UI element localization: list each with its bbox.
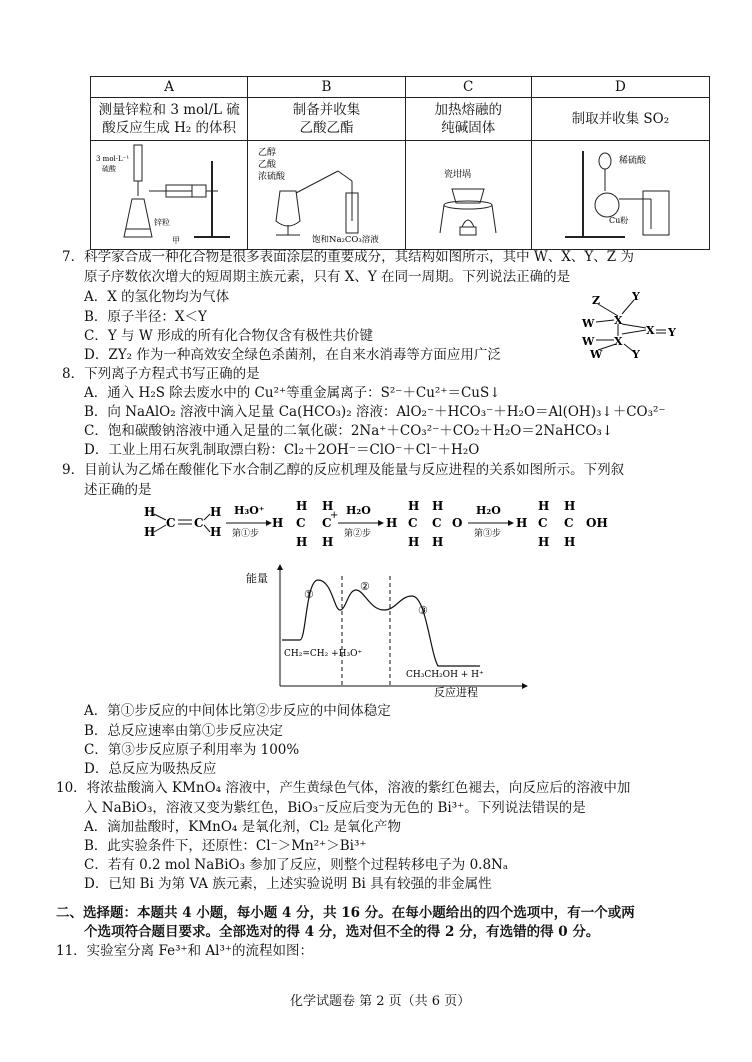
q8-option-d: D．工业上用石灰乳制取漂白粉：Cl₂＋2OH⁻＝ClO⁻＋Cl⁻＋H₂O	[84, 442, 480, 458]
mech-h-8: H	[322, 499, 334, 513]
page-footer: 化学试题卷 第 2 页（共 6 页）	[290, 994, 471, 1009]
q9-option-d: D．总反应为吸热反应	[84, 761, 217, 777]
mech-c-2: C	[194, 516, 204, 530]
step2-reagent: H₂O	[346, 504, 371, 517]
label-acetic: 乙酸	[257, 160, 276, 170]
atom-w-2: W	[582, 335, 595, 348]
q7-option-c: C．Y 与 W 形成的所有化合物仅含有极性共价键	[84, 328, 373, 344]
mech-h-2: H	[144, 525, 156, 539]
mech-h-7: H	[296, 535, 308, 549]
label-h2so4: 浓硫酸	[257, 172, 285, 182]
q10-option-c: C．若有 0.2 mol NaBiO₃ 参加了反应，则整个过程转移电子为 0.8Nₐ	[84, 857, 509, 873]
q9-option-b: B．总反应速率由第①步反应决定	[84, 723, 283, 739]
step3-reagent: H₂O	[476, 504, 501, 517]
col-header-d: D	[531, 77, 709, 98]
q7-structure	[578, 290, 688, 360]
q7-option-a: A．X 的氢化物均为气体	[84, 289, 230, 305]
q8-option-b: B．向 NaAlO₂ 溶液中滴入足量 Ca(HCO₃)₂ 溶液：AlO₂⁻＋HCO₃⁻＋H₂O＝Al(OH)₃↓＋CO₃²⁻	[84, 404, 666, 420]
label-dilute-acid: 稀硫酸	[619, 156, 647, 166]
energy-end-label: CH₃CH₂OH + H⁺	[406, 670, 484, 680]
apparatus-a-drawing	[94, 141, 244, 244]
mech-c-3: C	[296, 516, 306, 530]
mech-h-6: H	[296, 499, 308, 513]
mech-h-4: H	[210, 525, 222, 539]
mech-h-16: H	[538, 499, 550, 513]
q8-option-a: A．通入 H₂S 除去废水中的 Cu²⁺等重金属离子：S²⁻＋Cu²⁺＝CuS↓	[84, 385, 501, 401]
energy-start-label: CH₂=CH₂ +H₃O⁺	[284, 649, 363, 659]
q8-option-c: C．饱和碳酸钠溶液中通入足量的二氧化碳：2Na⁺＋CO₃²⁻＋CO₂＋H₂O＝2NaHCO₃↓	[84, 423, 614, 439]
peak-1: ①	[304, 588, 314, 601]
mech-c-8: C	[564, 516, 574, 530]
mech-h-5: H	[272, 516, 284, 530]
q7-stem-line1: 7．科学家合成一种化合物是很多表面涂层的重要成分，其结构如图所示，其中 W、X、Y、Z 为	[62, 249, 634, 265]
q9-stem-line1: 9．目前认为乙烯在酸催化下水合制乙醇的反应机理及能量与反应进程的关系如图所示。下列叙	[62, 462, 625, 478]
col-header-b: B	[248, 77, 405, 98]
label-ethanol: 乙醇	[257, 148, 276, 158]
q8-stem: 8．下列离子方程式书写正确的是	[62, 366, 260, 382]
apparatus-c	[405, 141, 531, 250]
col-header-c: C	[405, 77, 531, 98]
atom-w-3: W	[590, 348, 603, 360]
q9-option-c: C．第③步反应原子利用率为 100%	[84, 742, 300, 758]
label-crucible: 瓷坩埚	[444, 170, 472, 180]
atom-z: Z	[592, 294, 601, 307]
atom-w-1: W	[582, 317, 595, 330]
mech-h-11: H	[408, 499, 420, 513]
carbocation-plus: +	[330, 510, 339, 521]
energy-xlabel: 反应进程	[434, 686, 478, 699]
atom-x-2: X	[614, 335, 623, 348]
atom-y-right: Y	[668, 326, 676, 339]
q10-stem-line1: 10．将浓盐酸滴入 KMnO₄ 溶液中，产生黄绿色气体，溶液的紫红色褪去，向反应后的溶液中加	[56, 780, 631, 796]
mech-h-3: H	[210, 505, 222, 519]
mech-h-13: H	[432, 499, 444, 513]
col-header-a: A	[91, 77, 248, 98]
desc-b: 制备并收集 乙酸乙酯	[248, 98, 405, 141]
label-jia: 甲	[172, 236, 181, 244]
label-acid-conc: 3 mol·L⁻¹	[96, 155, 130, 163]
section2-heading-line2: 个选项符合题目要求。全部选对的得 4 分，选对但不全的得 2 分，有选错的得 0 分。	[84, 924, 600, 940]
step1-reagent: H₃O⁺	[234, 504, 265, 517]
atom-y-bottom: Y	[632, 348, 640, 360]
apparatus-d-drawing	[535, 141, 705, 244]
q7-option-d: D．ZY₂ 作为一种高效安全绿色杀菌剂，在自来水消毒等方面应用广泛	[84, 347, 501, 363]
apparatus-a	[91, 141, 248, 250]
mech-h-15: H	[516, 516, 528, 530]
mech-h-19: H	[564, 535, 576, 549]
q9-option-a: A．第①步反应的中间体比第②步反应的中间体稳定	[84, 703, 391, 719]
q9-mechanism	[140, 498, 620, 554]
atom-x-center: X	[646, 324, 655, 337]
atom-x-1: X	[614, 314, 623, 327]
q9-stem-line2: 述正确的是	[84, 482, 152, 498]
q11-stem: 11．实验室分离 Fe³⁺和 Al³⁺的流程如图：	[56, 943, 314, 959]
mech-c-6: C	[432, 516, 442, 530]
mech-h-12: H	[408, 535, 420, 549]
mech-c-1: C	[166, 516, 176, 530]
q10-option-d: D．已知 Bi 为第 VA 族元素，上述实验说明 Bi 具有较强的非金属性	[84, 876, 492, 892]
mech-h-14: H	[432, 535, 444, 549]
step1-label: 第①步	[232, 529, 260, 539]
desc-c: 加热熔融的 纯碱固体	[405, 98, 531, 141]
q10-stem-line2: 入 NaBiO₃，溶液又变为紫红色，BiO₃⁻反应后变为无色的 Bi³⁺。下列说法错误的是	[84, 800, 586, 816]
q7-option-b: B．原子半径：X＜Y	[84, 309, 207, 325]
peak-3: ③	[418, 604, 428, 617]
apparatus-b-drawing	[252, 141, 402, 244]
label-cu: Cu粉	[609, 216, 629, 225]
mech-h-17: H	[538, 535, 550, 549]
energy-ylabel: 能量	[246, 572, 268, 585]
mech-h-10: H	[386, 516, 398, 530]
atom-y-top: Y	[632, 290, 640, 303]
label-na2co3: 饱和Na₂CO₃溶液	[311, 235, 379, 244]
mech-h-1: H	[144, 505, 156, 519]
step2-label: 第②步	[344, 529, 372, 539]
mech-c-4: C	[322, 516, 332, 530]
peak-2: ②	[360, 580, 370, 593]
q10-option-a: A．滴加盐酸时，KMnO₄ 是氧化剂，Cl₂ 是氧化产物	[84, 819, 401, 835]
desc-d: 制取并收集 SO₂	[531, 98, 709, 141]
apparatus-table	[90, 76, 710, 250]
apparatus-b	[248, 141, 405, 250]
apparatus-c-drawing	[408, 141, 528, 244]
desc-a: 测量锌粒和 3 mol/L 硫 酸反应生成 H₂ 的体积	[91, 98, 248, 141]
mech-c-5: C	[408, 516, 418, 530]
mech-h-9: H	[322, 535, 334, 549]
mech-h-18: H	[564, 499, 576, 513]
mech-oh: OH	[586, 516, 608, 530]
q7-stem-line2: 原子序数依次增大的短周期主族元素，只有 X、Y 在同一周期。下列说法正确的是	[84, 269, 571, 285]
mech-c-7: C	[538, 516, 548, 530]
step3-label: 第③步	[474, 529, 502, 539]
label-acid: 硫酸	[102, 165, 117, 173]
section2-heading-line1: 二、选择题：本题共 4 小题，每小题 4 分，共 16 分。在每小题给出的四个选项中，有一个或两	[56, 905, 635, 921]
apparatus-d	[531, 141, 709, 250]
label-zinc: 锌粒	[154, 218, 171, 227]
mech-o-1: O	[452, 516, 463, 530]
q10-option-b: B．此实验条件下，还原性：Cl⁻＞Mn²⁺＞Bi³⁺	[84, 838, 367, 854]
q9-energy-diagram	[240, 562, 540, 700]
